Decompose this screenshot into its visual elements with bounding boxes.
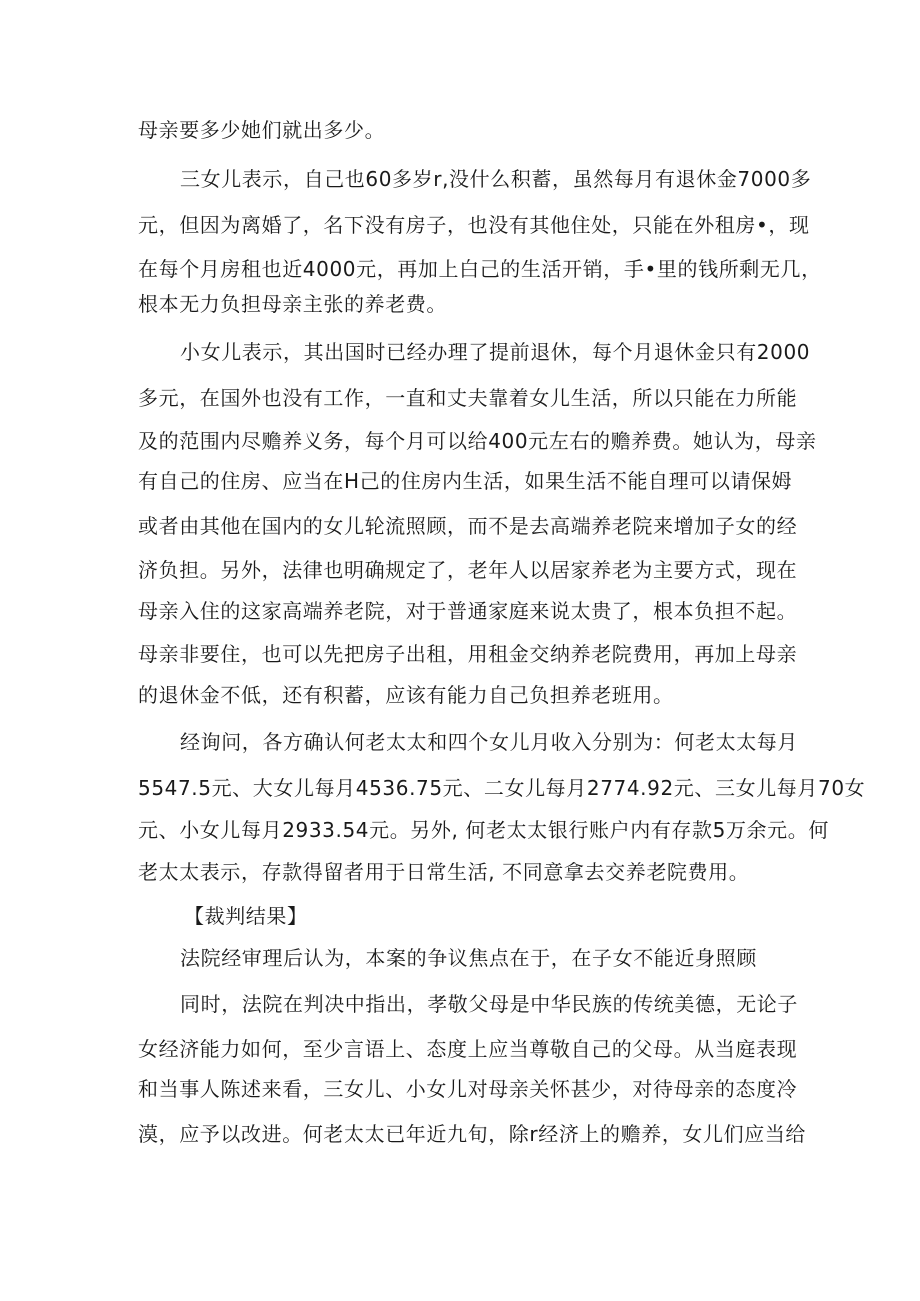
text-line: 多元，在国外也没有工作，一直和丈夫靠着女儿生活，所以只能在力所能 [138, 386, 798, 410]
text-line: 三女儿表示，自己也60多岁r,没什么积蓄，虽然每月有退休金7000多 [180, 167, 812, 191]
text-line: 和当事人陈述来看，三女儿、小女儿对母亲关怀甚少，对待母亲的态度冷 [138, 1077, 798, 1101]
text-line: 元、小女儿每月2933.54元。另外, 何老太太银行账户内有存款5万余元。何 [138, 818, 829, 842]
text-line: 漠，应予以改进。何老太太已年近九旬，除r经济上的赡养，女儿们应当给 [138, 1122, 807, 1146]
text-line: 或者由其他在国内的女儿轮流照顾，而不是去高端养老院来增加子女的经 [138, 514, 798, 538]
text-line: 老太太表示，存款得留者用于日常生活, 不同意拿去交养老院费用。 [138, 860, 750, 884]
text-line: 有自己的住房、应当在H己的住房内生活，如果生活不能自理可以请保姆 [138, 469, 793, 493]
text-line: 同时，法院在判决中指出，孝敬父母是中华民族的传统美德，无论子 [180, 992, 798, 1016]
text-line: 母亲入住的这家高端养老院，对于普通家庭来说太贵了，根本负担不起。 [138, 599, 798, 623]
text-line: 母亲非要住，也可以先把房子出租，用租金交纳养老院费用，再加上母亲 [138, 642, 798, 666]
text-line: 女经济能力如何，至少言语上、态度上应当尊敬自己的父母。从当庭表现 [138, 1037, 798, 1061]
text-line: 在每个月房租也近4000元，再加上白己的生活开销，手•里的钱所剩无几， [138, 257, 822, 281]
text-line: 根本无力负担母亲主张的养老费。 [138, 292, 447, 316]
text-line: 经询问，各方确认何老太太和四个女儿月收入分别为：何老太太每月 [180, 730, 798, 754]
text-line: 元，但因为离婚了，名下没有房子，也没有其他住处，只能在外租房•，现 [138, 213, 810, 237]
section-heading: 【裁判结果】 [184, 904, 308, 928]
text-line: 法院经审理后认为，本案的争议焦点在于，在子女不能近身照顾 [180, 946, 757, 970]
text-line: 的退休金不低，还有积蓄，应该有能力自己负担养老班用。 [138, 683, 674, 707]
text-line: 小女儿表示，其出国时已经办理了提前退休，每个月退休金只有2000 [180, 340, 811, 364]
text-line: 5547.5元、大女儿每月4536.75元、二女儿每月2774.92元、三女儿每月70女 [138, 776, 866, 800]
text-line: 及的范围内尽赡养义务，每个月可以给400元左右的赡养费。她认为，母亲 [138, 429, 817, 453]
text-line: 母亲要多少她们就出多少。 [138, 118, 386, 142]
text-line: 济负担。另外，法律也明确规定了，老年人以居家养老为主要方式，现在 [138, 558, 798, 582]
